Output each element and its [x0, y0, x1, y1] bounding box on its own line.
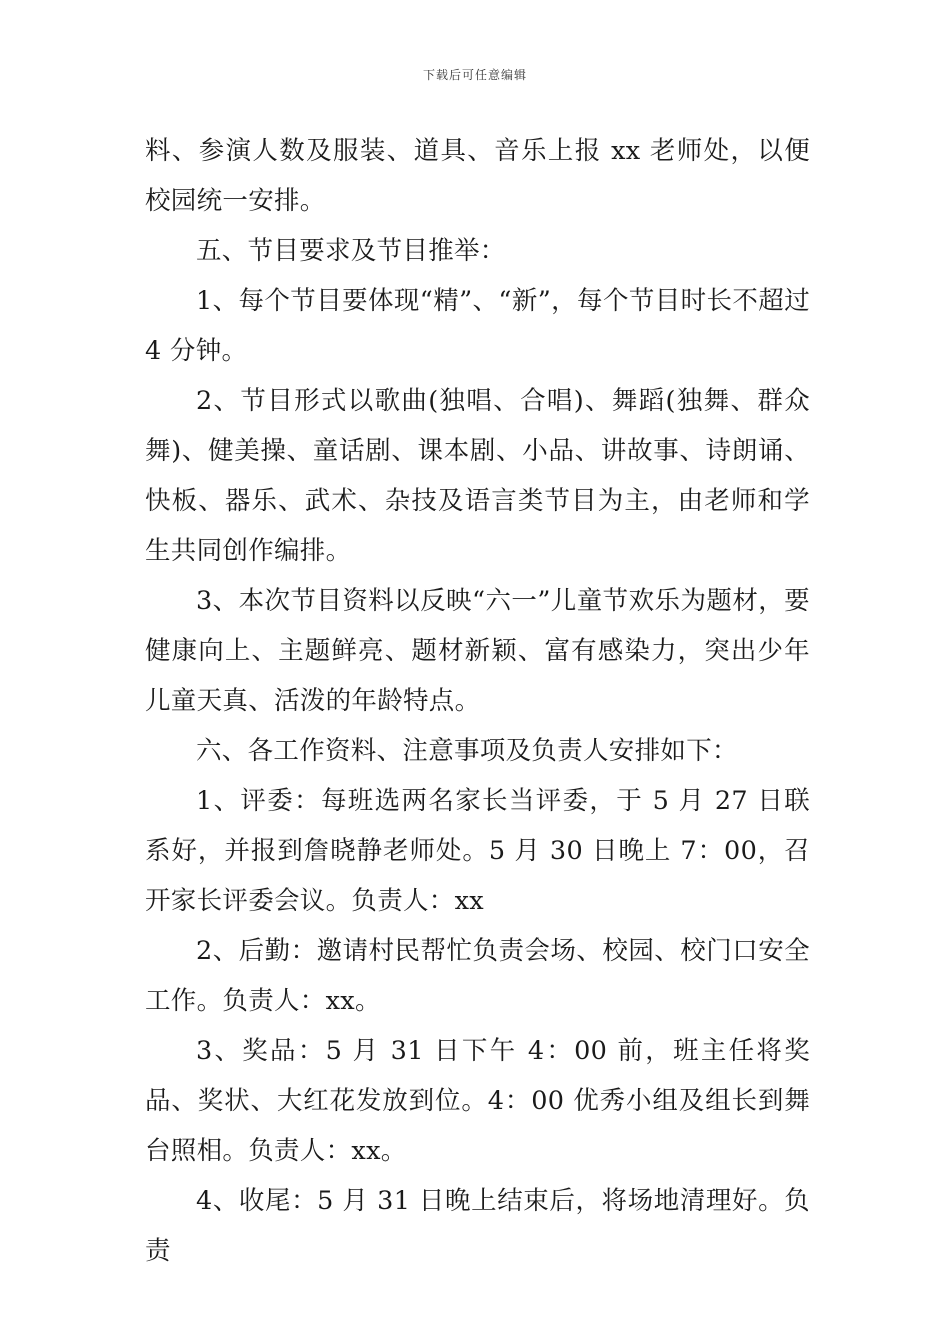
paragraph-item: 1、每个节目要体现“精”、“新”，每个节目时长不超过 4 分钟。: [145, 286, 810, 366]
document-body: [145, 126, 810, 1276]
paragraph-item: 3、本次节目资料以反映“六一”儿童节欢乐为题材，要健康向上、主题鲜亮、题材新颖、富有感染力，突出少年儿童天真、活泼的年龄特点。: [145, 586, 810, 716]
paragraph-item: 4、收尾：5 月 31 日晚上结束后，将场地清理好。负责: [145, 1186, 810, 1266]
paragraph-continuation: 料、参演人数及服装、道具、音乐上报 xx 老师处，以便校园统一安排。: [145, 136, 810, 216]
paragraph-item: 3、奖品：5 月 31 日下午 4：00 前，班主任将奖品、奖状、大红花发放到位。4：00 优秀小组及组长到舞台照相。负责人：xx。: [145, 1036, 810, 1166]
paragraph-item: 2、后勤：邀请村民帮忙负责会场、校园、校门口安全工作。负责人：xx。: [145, 936, 810, 1016]
section-heading-six: 六、各工作资料、注意事项及负责人安排如下：: [196, 736, 738, 766]
paragraph-item: 2、节目形式以歌曲(独唱、合唱)、舞蹈(独舞、群众舞)、健美操、童话剧、课本剧、小品、讲故事、诗朗诵、快板、器乐、武术、杂技及语言类节目为主，由老师和学生共同创作编排。: [145, 386, 810, 566]
page-header: 下载后可任意编辑: [422, 68, 527, 82]
paragraph-item: 1、评委：每班选两名家长当评委，于 5 月 27 日联系好，并报到詹晓静老师处。5 月 30 日晚上 7：00，召开家长评委会议。负责人：xx: [145, 786, 810, 916]
section-heading-five: 五、节目要求及节目推举：: [196, 236, 506, 266]
